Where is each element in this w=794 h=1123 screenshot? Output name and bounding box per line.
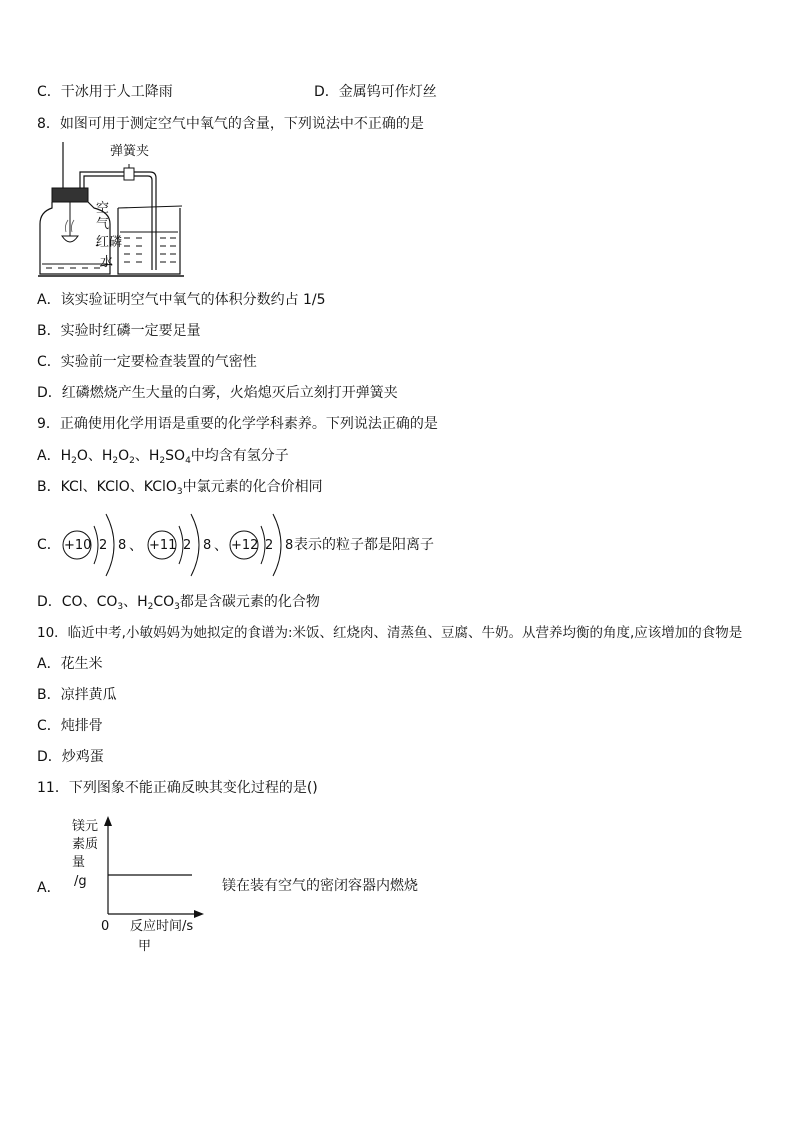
graph-ylabel-1: 镁元 [72,819,99,834]
graph-origin: 0 [101,919,110,934]
atom-3-nucleus: +12 [231,538,259,553]
graph-ylabel-2: 素质 [72,837,99,852]
stopper-icon [52,188,88,202]
q8-option-d: D．红磷燃烧产生大量的白雾，火焰熄灭后立刻打开弹簧夹 [37,385,398,401]
q10-stem: 10．临近中考,小敏妈妈为她拟定的食谱为:米饭、红烧肉、清蒸鱼、豆腐、牛奶。从营养均衡的角度,应该增加的食物是 [37,625,743,641]
q8-stem: 8．如图可用于测定空气中氧气的含量，下列说法中不正确的是 [37,116,424,132]
q9-option-c-label: C． [37,537,61,553]
graph-xlabel: 反应时间/s [130,919,194,934]
atom-separator-1: 、 [129,538,143,554]
q8-apparatus-figure [38,140,198,280]
label-air-1: 空 [96,201,110,216]
q8-option-c: C．实验前一定要检查装置的气密性 [37,354,257,370]
x-axis-arrow-icon [194,910,204,918]
atom-2-shell2: 8 [203,538,212,553]
q9-option-c-text: 表示的粒子都是阳离子 [294,537,434,553]
q7-option-c: C．干冰用于人工降雨 [37,84,173,100]
graph-caption: 甲 [138,939,152,954]
atom-separator-2: 、 [214,538,228,554]
atom-3-shell1: 2 [265,538,274,553]
atom-1-nucleus: +10 [64,538,92,553]
beaker-icon [118,208,180,274]
atom-1-shell2: 8 [118,538,127,553]
atom-3-shell2: 8 [285,538,294,553]
q11-graph [100,812,210,922]
q8-option-a: A．该实验证明空气中氧气的体积分数约占 1/5 [37,292,326,308]
label-red-phosphorus: 红磷 [96,235,123,250]
q9-option-a: A．$H_2O$、$H_2O_2$、$H_2SO_4$中均含有氢分子 [37,448,289,466]
atom-2-shell1: 2 [183,538,192,553]
spring-clip-icon [124,168,134,180]
q9-option-d: D．CO、$CO_3$、$H_2CO_3$都是含碳元素的化合物 [37,594,320,612]
label-spring-clip: 弹簧夹 [110,144,150,159]
q11-stem: 11．下列图象不能正确反映其变化过程的是() [37,780,318,796]
q10-option-a: A．花生米 [37,656,103,672]
q7-option-d: D．金属钨可作灯丝 [314,84,437,100]
label-water: 水 [100,255,114,270]
q11-option-a-label: A． [37,880,61,896]
graph-ylabel-4: /g [74,874,87,889]
label-air-2: 气 [96,217,110,232]
q11-option-a-description: 镁在装有空气的密闭容器内燃烧 [222,878,418,894]
q10-option-d: D．炒鸡蛋 [37,749,104,765]
q8-option-b: B．实验时红磷一定要足量 [37,323,201,339]
q9-stem: 9．正确使用化学用语是重要的化学学科素养。下列说法正确的是 [37,416,438,432]
q10-option-b: B．凉拌黄瓜 [37,687,117,703]
combustion-spoon-icon [62,236,78,242]
q9-atom-diagrams [60,508,296,582]
q9-option-b: B．KCl、KClO、KClO$_3$中氯元素的化合价相同 [37,479,323,497]
graph-ylabel-3: 量 [72,855,86,870]
y-axis-arrow-icon [104,816,112,826]
atom-2-nucleus: +11 [149,538,177,553]
q10-option-c: C．炖排骨 [37,718,103,734]
atom-1-shell1: 2 [99,538,108,553]
